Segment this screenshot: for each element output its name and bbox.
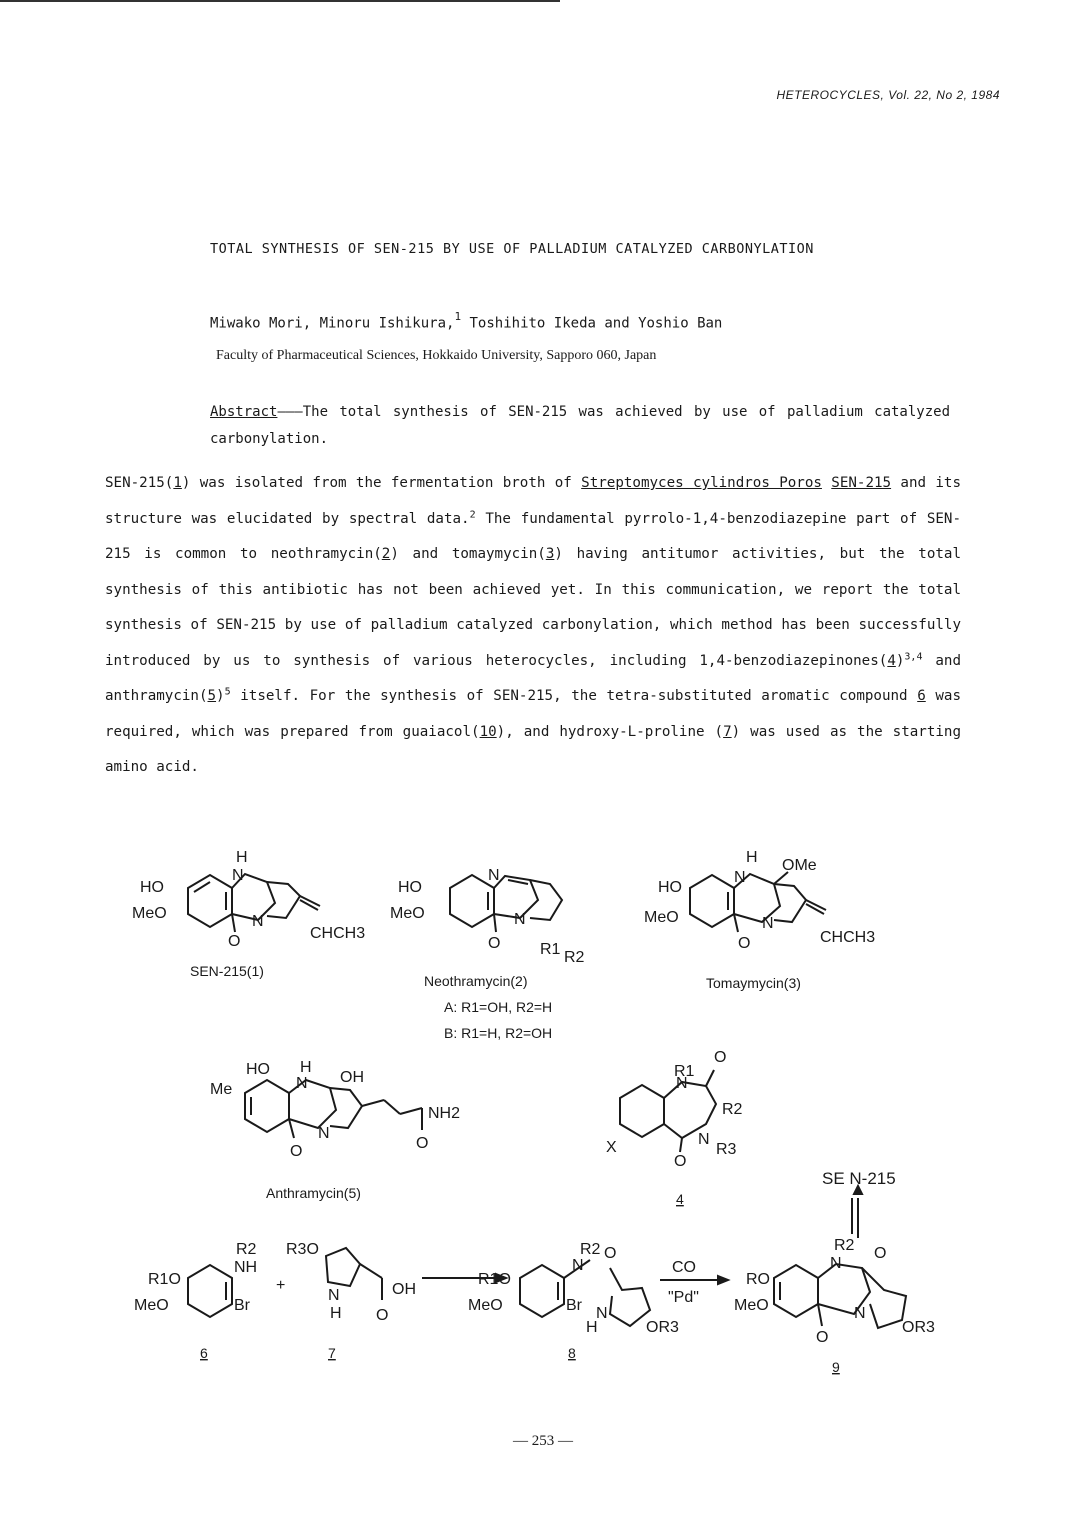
atom-label: N — [328, 1287, 340, 1304]
atom-label: MeO — [644, 909, 679, 926]
atom-label: H — [236, 849, 248, 866]
abstract-dash: ——— — [277, 404, 303, 420]
atom-label: O — [738, 935, 751, 952]
atom-label: Me — [210, 1081, 233, 1098]
atom-label: OR3 — [902, 1319, 935, 1336]
atom-label: R2 — [580, 1241, 601, 1258]
atom-label: H — [330, 1305, 342, 1322]
atom-label: CHCH3 — [310, 925, 366, 942]
atom-label: O — [714, 1049, 727, 1066]
authors-part-1: Miwako Mori, Minoru Ishikura, — [210, 315, 455, 332]
atom-label: Br — [234, 1297, 250, 1314]
atom-label: H — [586, 1319, 598, 1336]
caption-neothramycin-b: B: R1=H, R2=OH — [444, 1025, 553, 1041]
plus-sign: + — [276, 1277, 286, 1294]
atom-label: N — [854, 1305, 866, 1322]
atom-label: HO — [140, 879, 164, 896]
body-text: ) was isolated from the fermentation broth of — [181, 475, 582, 491]
atom-label: MeO — [134, 1297, 169, 1314]
compound-ref: 7 — [723, 723, 732, 740]
atom-label: O — [874, 1245, 887, 1262]
organism-name: Streptomyces cylindros Poros — [581, 475, 822, 491]
structure-tomaymycin — [690, 872, 826, 932]
atom-label: N — [318, 1125, 330, 1142]
atom-label: MeO — [132, 905, 167, 922]
atom-label: R1O — [148, 1271, 181, 1288]
abstract — [210, 399, 950, 453]
body-text: The fundamental pyrrolo-1,4-benzodiazepine part of SEN-215 is common to neothramycin( — [105, 510, 961, 562]
atom-label: HO — [398, 879, 422, 896]
top-rule — [0, 0, 560, 2]
compound-ref: 5 — [207, 688, 217, 704]
reaction-scheme — [110, 848, 990, 1388]
atom-label: CHCH3 — [820, 929, 876, 946]
compound-ref: 2 — [381, 546, 391, 562]
reagent-co: CO — [672, 1259, 696, 1276]
atom-label: O — [290, 1143, 303, 1160]
atom-label: NH2 — [428, 1105, 461, 1122]
caption-neothramycin-a: A: R1=OH, R2=H — [444, 999, 553, 1015]
atom-label: N — [488, 867, 500, 884]
authors-part-2: Toshihito Ikeda and Yoshio Ban — [461, 315, 723, 332]
structure-neothramycin — [450, 875, 562, 932]
caption-compound-8: 8 — [568, 1345, 576, 1361]
caption-compound-7: 7 — [328, 1345, 336, 1361]
page-number: — 253 — — [513, 1433, 573, 1449]
abstract-text: The total synthesis of SEN-215 was achieved by use of palladium catalyzed carbonylation. — [210, 404, 950, 447]
compound-ref: 6 — [917, 688, 926, 704]
atom-label: MeO — [468, 1297, 503, 1314]
atom-label: MeO — [734, 1297, 769, 1314]
atom-label: NH — [234, 1259, 258, 1276]
caption-compound-4: 4 — [676, 1191, 684, 1207]
structure-anthramycin — [245, 1080, 422, 1138]
atom-label: N — [596, 1305, 608, 1322]
citation-ref: 2 — [469, 508, 476, 520]
body-text: SEN-215( — [105, 475, 174, 491]
citation-ref: 3,4 — [904, 650, 923, 662]
atom-label: OR3 — [646, 1319, 679, 1336]
compound-ref: 10 — [479, 723, 497, 740]
body-text: ), and hydroxy-L-proline ( — [496, 723, 724, 740]
journal-header: HETEROCYCLES, Vol. 22, No 2, 1984 — [776, 88, 1000, 102]
atom-label: N — [572, 1257, 584, 1274]
atom-label: H — [300, 1059, 312, 1076]
atom-label: MeO — [390, 905, 425, 922]
atom-label: O — [604, 1245, 617, 1262]
caption-compound-6: 6 — [200, 1345, 208, 1361]
strain-name: SEN-215 — [831, 475, 892, 491]
atom-label: N — [762, 915, 774, 932]
structure-8 — [520, 1260, 650, 1326]
atom-label: O — [488, 935, 501, 952]
atom-label: OH — [392, 1281, 416, 1298]
caption-neothramycin: Neothramycin(2) — [424, 973, 528, 989]
body-text: and anthramycin( — [105, 652, 961, 704]
atom-label: O — [416, 1135, 429, 1152]
atom-label: HO — [658, 879, 682, 896]
caption-sen215: SEN-215(1) — [190, 963, 264, 979]
author-footnote-mark: 1 — [454, 310, 462, 323]
atom-label: RO — [746, 1271, 770, 1288]
sen215-target-label: SE N-215 — [822, 1169, 896, 1188]
citation-ref: 5 — [224, 686, 231, 698]
body-text: ) — [895, 652, 905, 669]
body-text: ) having antitumor activities, but the total synthesis of this antibiotic has not been achieved yet. In this communication, we report the total synthesis of SEN-215 by use of palladium catalyzed carbonylation, which method has been successfully introduced by us to synthesis of various heterocycles, including 1,4-benzodiazepinones( — [105, 546, 961, 669]
atom-label: HO — [246, 1061, 270, 1078]
atom-label: R2 — [236, 1241, 257, 1258]
atom-label: N — [676, 1075, 688, 1092]
reagent-pd: "Pd" — [668, 1289, 699, 1306]
reaction-arrow-2-head — [718, 1276, 728, 1284]
structure-6 — [188, 1265, 232, 1317]
atom-label: O — [674, 1153, 687, 1170]
caption-compound-9: 9 — [832, 1359, 840, 1375]
atom-label: H — [746, 849, 758, 866]
body-text: ) — [216, 688, 225, 704]
author-list — [210, 312, 722, 332]
atom-label: R1 — [674, 1063, 695, 1080]
compound-ref: 4 — [887, 652, 896, 669]
atom-label: R2 — [834, 1237, 855, 1254]
body-text: was required, which was prepared from guaiacol( — [105, 688, 961, 740]
caption-tomaymycin: Tomaymycin(3) — [706, 975, 801, 991]
atom-label: N — [734, 869, 746, 886]
body-text: and its structure was elucidated by spectral data. — [105, 475, 961, 527]
atom-label: OH — [340, 1069, 364, 1086]
affiliation: Faculty of Pharmaceutical Sciences, Hokkaido University, Sapporo 060, Japan — [216, 348, 657, 363]
atom-label: O — [376, 1307, 389, 1324]
body-text: ) and tomaymycin( — [390, 546, 546, 562]
atom-label: R1O — [478, 1271, 511, 1288]
atom-label: OMe — [782, 857, 817, 874]
atom-label: X — [606, 1139, 617, 1156]
atom-label: N — [698, 1131, 710, 1148]
atom-label: N — [296, 1075, 308, 1092]
atom-label: O — [816, 1329, 829, 1346]
atom-label: N — [252, 913, 264, 930]
atom-label: R2 — [564, 949, 585, 966]
atom-label: R2 — [722, 1101, 743, 1118]
paper-title: TOTAL SYNTHESIS OF SEN-215 BY USE OF PALLADIUM CATALYZED CARBONYLATION — [210, 241, 814, 257]
atom-label: R3O — [286, 1241, 319, 1258]
body-paragraph — [105, 466, 961, 786]
body-text — [822, 475, 831, 491]
body-text: ) was used as the starting amino acid. — [105, 723, 961, 775]
abstract-heading: Abstract — [210, 404, 278, 420]
compound-ref: 1 — [173, 475, 182, 491]
atom-label: O — [228, 933, 241, 950]
atom-label: N — [830, 1255, 842, 1272]
structure-9 — [774, 1264, 906, 1328]
compound-ref: 3 — [545, 546, 555, 562]
caption-anthramycin: Anthramycin(5) — [266, 1185, 361, 1201]
body-text: itself. For the synthesis of SEN-215, the tetra-substituted aromatic compound — [230, 688, 918, 704]
atom-label: N — [232, 867, 244, 884]
atom-label: Br — [566, 1297, 582, 1314]
atom-label: R3 — [716, 1141, 737, 1158]
atom-label: N — [514, 911, 526, 928]
atom-label: R1 — [540, 941, 561, 958]
